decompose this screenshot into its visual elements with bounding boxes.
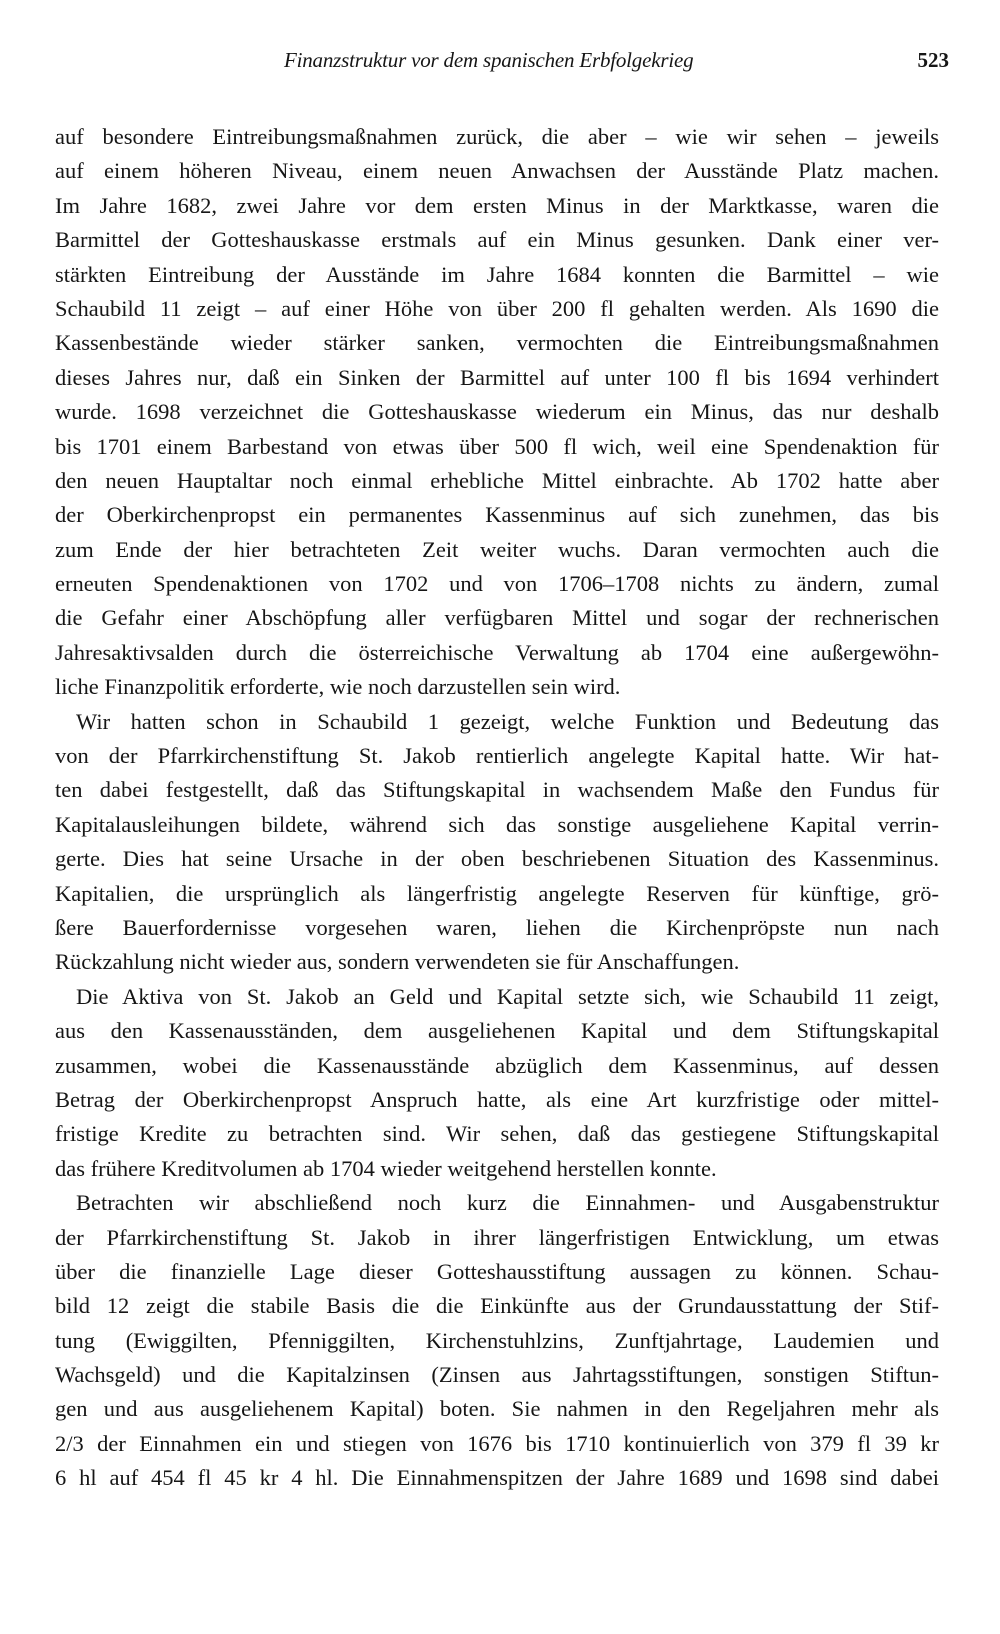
text-line: zusammen, wobei die Kassenausstände abzüglich dem Kassenminus, auf dessen (55, 1052, 939, 1078)
text-line: bis 1701 einem Barbestand von etwas über 500 fl wich, weil eine Spendenaktion für (55, 433, 939, 459)
text-line: Kassenbestände wieder stärker sanken, vermochten die Eintreibungsmaßnahmen (55, 330, 939, 356)
text-line: auf einem höheren Niveau, einem neuen Anwachsen der Ausstände Platz machen. (55, 158, 939, 184)
text-line: erneuten Spendenaktionen von 1702 und von 1706–1708 nichts zu ändern, zumal (55, 571, 939, 597)
text-line: Betrag der Oberkirchenpropst Anspruch hatte, als eine Art kurzfristige oder mittel- (55, 1086, 939, 1112)
text-line: 6 hl auf 454 fl 45 kr 4 hl. Die Einnahmenspitzen der Jahre 1689 und 1698 sind dabei (55, 1465, 939, 1491)
text-line: bild 12 zeigt die stabile Basis die die Einkünfte aus der Grundausstattung der Stif- (55, 1293, 939, 1319)
paragraph-2 (55, 705, 939, 980)
text-line: die Gefahr einer Abschöpfung aller verfügbaren Mittel und sogar der rechnerischen (55, 605, 939, 631)
text-line: tung (Ewiggilten, Pfenniggilten, Kirchenstuhlzins, Zunftjahrtage, Laudemien und (55, 1327, 939, 1353)
paragraph-3 (55, 980, 939, 1186)
text-line: Schaubild 11 zeigt – auf einer Höhe von über 200 fl gehalten werden. Als 1690 die (55, 295, 939, 321)
text-line: fristige Kredite zu betrachten sind. Wir sehen, daß das gestiegene Stiftungskapital (55, 1121, 939, 1147)
text-line: auf besondere Eintreibungsmaßnahmen zurück, die aber – wie wir sehen – jeweils (55, 124, 939, 149)
text-line: Wir hatten schon in Schaubild 1 gezeigt, welche Funktion und Bedeutung das (76, 708, 939, 734)
text-line: gen und aus ausgeliehenem Kapital) boten. Sie nahmen in den Regeljahren mehr als (55, 1396, 939, 1422)
text-line: den neuen Hauptaltar noch einmal erhebliche Mittel einbrachte. Ab 1702 hatte aber (55, 467, 939, 493)
text-line: Wachsgeld) und die Kapitalzinsen (Zinsen aus Jahrtagsstiftungen, sonstigen Stiftun- (55, 1362, 939, 1388)
body-text (55, 120, 939, 1496)
text-line: gerte. Dies hat seine Ursache in der oben beschriebenen Situation des Kassenminus. (55, 846, 939, 872)
running-title: Finanzstruktur vor dem spanischen Erbfolgekrieg (284, 48, 694, 72)
text-line: ten dabei festgestellt, daß das Stiftungskapital in wachsendem Maße den Fundus für (55, 777, 939, 803)
text-line: wurde. 1698 verzeichnet die Gotteshauskasse wiederum ein Minus, das nur deshalb (55, 399, 939, 425)
text-line: über die finanzielle Lage dieser Gotteshausstiftung aussagen zu können. Schau- (55, 1258, 939, 1284)
text-line: Kapitalausleihungen bildete, während sich das sonstige ausgeliehene Kapital verrin- (55, 811, 939, 837)
paragraph-4 (55, 1186, 939, 1496)
text-line: Barmittel der Gotteshauskasse erstmals auf ein Minus gesunken. Dank einer ver- (55, 227, 939, 253)
text-line: ßere Bauerfordernisse vorgesehen waren, liehen die Kirchenpröpste nun nach (55, 914, 939, 940)
running-header (284, 48, 949, 80)
text-line: Die Aktiva von St. Jakob an Geld und Kapital setzte sich, wie Schaubild 11 zeigt, (76, 983, 939, 1009)
page-number: 523 (917, 48, 949, 72)
text-line: Rückzahlung nicht wieder aus, sondern verwendeten sie für Anschaffungen. (55, 949, 740, 975)
text-line: 2/3 der Einnahmen ein und stiegen von 1676 bis 1710 kontinuierlich von 379 fl 39 kr (55, 1430, 939, 1456)
text-line: der Oberkirchenpropst ein permanentes Kassenminus auf sich zunehmen, das bis (55, 502, 939, 528)
paragraph-1 (55, 120, 939, 705)
text-line: das frühere Kreditvolumen ab 1704 wieder weitgehend herstellen konnte. (55, 1155, 717, 1181)
text-line: aus den Kassenausständen, dem ausgeliehenen Kapital und dem Stiftungskapital (55, 1018, 939, 1044)
text-line: Betrachten wir abschließend noch kurz die Einnahmen- und Ausgabenstruktur (76, 1190, 939, 1216)
text-line: Jahresaktivsalden durch die österreichische Verwaltung ab 1704 eine außergewöhn- (55, 639, 939, 665)
text-line: Kapitalien, die ursprünglich als längerfristig angelegte Reserven für künftige, grö- (55, 880, 939, 906)
text-line: Im Jahre 1682, zwei Jahre vor dem ersten Minus in der Marktkasse, waren die (55, 192, 939, 218)
text-line: stärkten Eintreibung der Ausstände im Jahre 1684 konnten die Barmittel – wie (55, 261, 939, 287)
text-line: liche Finanzpolitik erforderte, wie noch darzustellen sein wird. (55, 674, 621, 700)
text-line: zum Ende der hier betrachteten Zeit weiter wuchs. Daran vermochten auch die (55, 536, 939, 562)
text-line: der Pfarrkirchenstiftung St. Jakob in ihrer längerfristigen Entwicklung, um etwas (55, 1224, 939, 1250)
text-line: dieses Jahres nur, daß ein Sinken der Barmittel auf unter 100 fl bis 1694 verhindert (55, 364, 939, 390)
text-line: von der Pfarrkirchenstiftung St. Jakob rentierlich angelegte Kapital hatte. Wir hat- (55, 743, 939, 769)
